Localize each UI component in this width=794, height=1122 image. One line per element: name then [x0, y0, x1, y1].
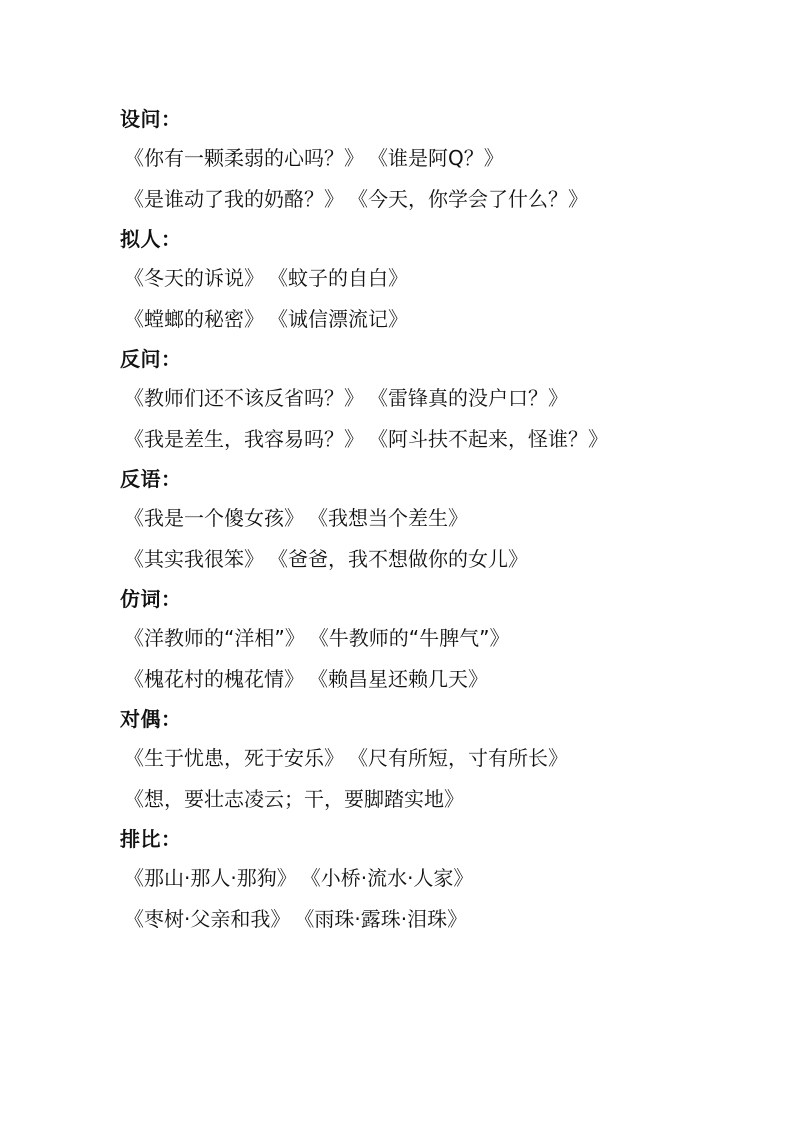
essay-title: 《小桥·流水·人家》 — [310, 866, 474, 890]
essay-title: 《蚊子的自白》 — [278, 266, 408, 290]
section-paibi — [120, 820, 720, 940]
essay-title: 《其实我很笨》 — [124, 547, 264, 571]
essay-title: 《你有一颗柔弱的心吗？》 — [124, 146, 364, 170]
title-line — [124, 779, 720, 820]
section-duiou — [120, 700, 720, 820]
essay-title: 《诚信漂流记》 — [278, 307, 408, 331]
section-heading: 反问： — [120, 347, 182, 371]
section-heading: 仿词： — [120, 587, 182, 611]
section-heading: 拟人： — [120, 227, 182, 251]
section-shewen — [120, 100, 720, 220]
title-line — [124, 138, 720, 179]
essay-title: 《枣树·父亲和我》 — [124, 907, 291, 931]
title-line — [124, 419, 720, 460]
essay-title: 《谁是阿Q？》 — [378, 146, 504, 170]
essay-title: 《想，要壮志凌云；干，要脚踏实地》 — [124, 787, 464, 811]
title-line — [124, 258, 720, 299]
essay-title: 《是谁动了我的奶酪？》 — [124, 187, 344, 211]
title-line — [124, 858, 720, 899]
document-content — [120, 100, 720, 940]
essay-title: 《教师们还不该反省吗？》 — [124, 386, 364, 410]
essay-title: 《那山·那人·那狗》 — [124, 866, 297, 890]
title-line — [124, 299, 720, 340]
essay-title: 《今天，你学会了什么？》 — [358, 187, 588, 211]
section-fangci — [120, 580, 720, 700]
title-line — [124, 899, 720, 940]
essay-title: 《生于忧患，死于安乐》 — [124, 746, 344, 770]
section-niren — [120, 220, 720, 340]
essay-title: 《我想当个差生》 — [318, 506, 468, 530]
essay-title: 《槐花村的槐花情》 — [124, 667, 304, 691]
title-line — [124, 179, 720, 220]
essay-title: 《尺有所短，寸有所长》 — [358, 746, 568, 770]
title-line — [124, 659, 720, 700]
section-heading: 对偶： — [120, 707, 182, 731]
essay-title: 《爸爸，我不想做你的女儿》 — [278, 547, 528, 571]
essay-title: 《我是差生，我容易吗？》 — [124, 427, 364, 451]
essay-title: 《雨珠·露珠·泪珠》 — [304, 907, 468, 931]
title-line — [124, 498, 720, 539]
title-line — [124, 618, 720, 659]
essay-title: 《牛教师的“牛脾气”》 — [318, 626, 510, 650]
title-line — [124, 378, 720, 419]
essay-title: 《冬天的诉说》 — [124, 266, 264, 290]
section-fanwen — [120, 340, 720, 460]
essay-title: 《洋教师的“洋相”》 — [124, 626, 305, 650]
section-heading: 反语： — [120, 467, 182, 491]
section-fanyu — [120, 460, 720, 580]
title-line — [124, 738, 720, 779]
section-heading: 设问： — [120, 107, 182, 131]
essay-title: 《赖昌星还赖几天》 — [318, 667, 488, 691]
essay-title: 《我是一个傻女孩》 — [124, 506, 304, 530]
section-heading: 排比： — [120, 827, 182, 851]
title-line — [124, 539, 720, 580]
essay-title: 《阿斗扶不起来，怪谁？》 — [378, 427, 608, 451]
essay-title: 《螳螂的秘密》 — [124, 307, 264, 331]
essay-title: 《雷锋真的没户口？》 — [378, 386, 568, 410]
